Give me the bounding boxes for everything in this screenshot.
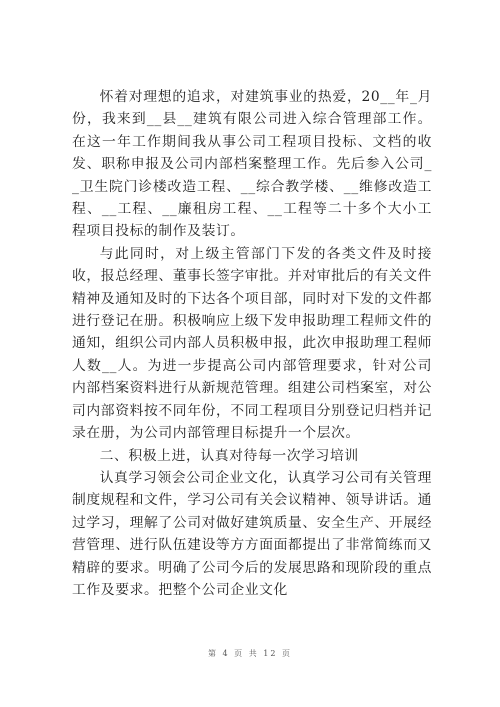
document-body bbox=[72, 86, 432, 601]
paragraph-study-training: 认真学习领会公司企业文化，认真学习公司有关管理制度规程和文件，学习公司有关会议精神、领导讲话。通过学习，理解了公司对做好建筑质量、安全生产、开展经营管理、进行队伍建设等方方面面都提出了非常简练而又精辟的要求。明确了公司今后的发展思路和现阶段的重点工作及要求。把整个公司企业文化 bbox=[72, 469, 432, 598]
section-heading-study: 二、积极上进，认真对待每一次学习培训 bbox=[99, 447, 359, 464]
paragraph-document-management: 与此同时，对上级主管部门下发的各类文件及时接收，报总经理、董事长签字审批。并对审批后的有关文件精神及通知及时的下达各个项目部，同时对下发的文件都进行登记在册。积极响应上级下发申报助理工程师文件的通知，组织公司内部人员积极申报，此次申报助理工程师人数__人。为进一步提高公司内部管理要求，针对公司内部档案资料进行从新规范管理。组建公司档案室，对公司内部资料按不同年份，不同工程项目分别登记归档并记录在册，为公司内部管理目标提升一个层次。 bbox=[72, 245, 432, 442]
page-footer: 第 4 页 共 12 页 bbox=[208, 649, 292, 658]
paragraph-work-intro: 怀着对理想的追求，对建筑事业的热爱，20__年_月份，我来到__县__建筑有限公司进入综合管理部工作。在这一年工作期间我从事公司工程项目投标、文档的收发、职称申报及公司内部档案整理工作。先后参入公司__卫生院门诊楼改造工程、__综合教学楼、__维修改造工程、__工程、__廉租房工程、__工程等二十多个大小工程项目投标的制作及装订。 bbox=[72, 89, 432, 240]
